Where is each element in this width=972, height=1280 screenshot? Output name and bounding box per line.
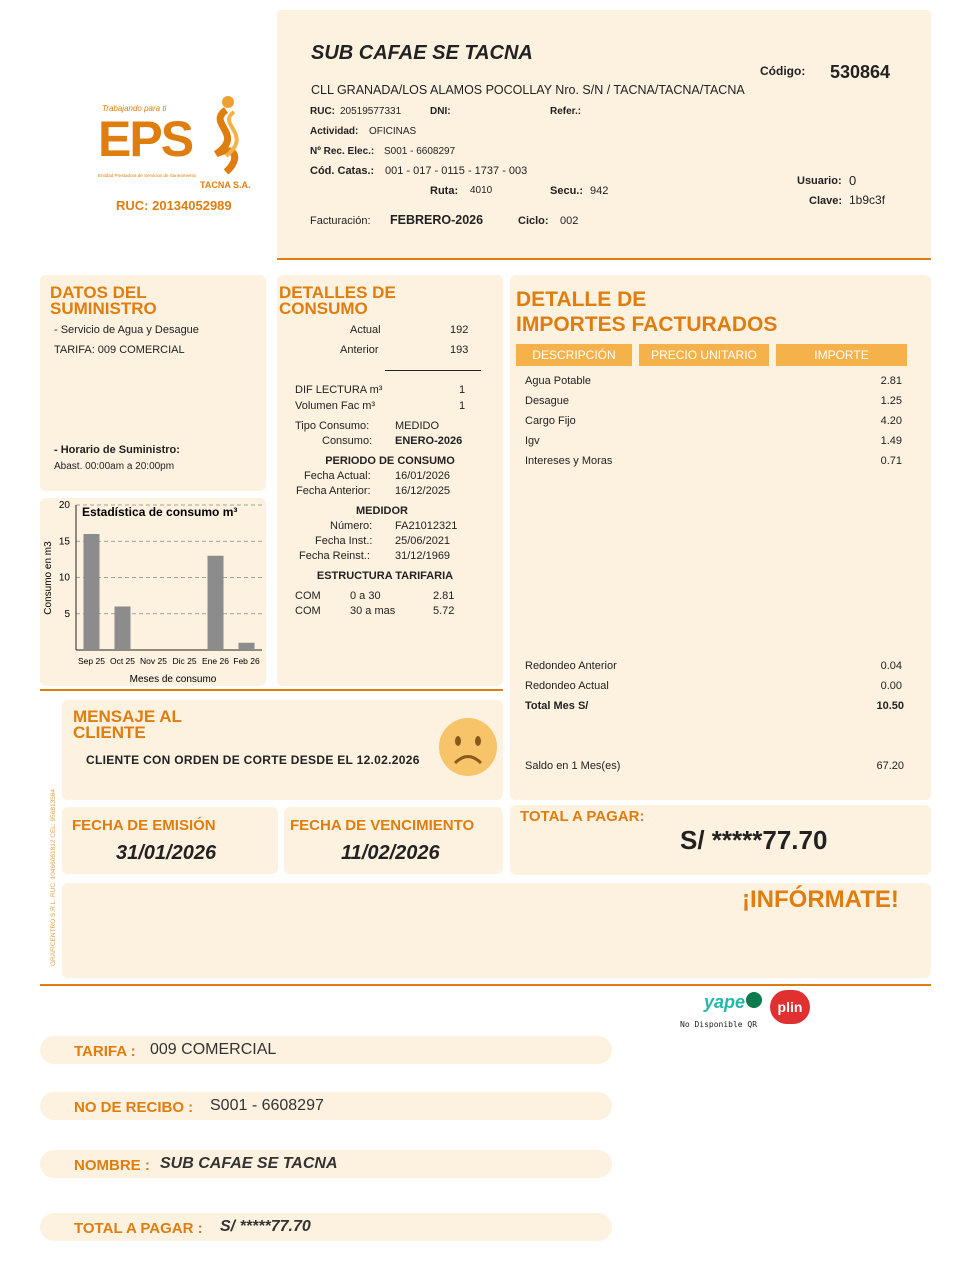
tipo-label: Tipo Consumo: xyxy=(295,420,370,432)
total-mes-value: 10.50 xyxy=(876,700,904,712)
actual-label: Actual xyxy=(350,324,381,336)
item-5-value: 0.71 xyxy=(880,455,902,467)
rec-label: Nº Rec. Elec.: xyxy=(310,146,375,157)
chart-bar xyxy=(239,643,255,650)
tipo-value: MEDIDO xyxy=(395,420,439,432)
informate-text: ¡INFÓRMATE! xyxy=(742,886,899,913)
client-name: SUB CAFAE SE TACNA xyxy=(311,42,533,64)
plin-text: plin xyxy=(777,999,803,1015)
total-value: S/ *****77.70 xyxy=(680,825,828,855)
ciclo-label: Ciclo: xyxy=(518,215,549,227)
chart-x-tick: Dic 25 xyxy=(172,656,197,666)
logo-swoosh-icon xyxy=(196,94,256,174)
item-2-value: 1.25 xyxy=(880,395,902,407)
stub-nombre-value: SUB CAFAE SE TACNA xyxy=(160,1155,338,1172)
logo-subtitle: Entidad Prestadora de Servicios de Saneamiento xyxy=(98,173,197,178)
emision-value: 31/01/2026 xyxy=(116,842,217,864)
mensaje-text: CLIENTE CON ORDEN DE CORTE DESDE EL 12.02.2026 xyxy=(86,753,420,767)
yape-text: yape xyxy=(704,992,746,1012)
red-ant-value: 0.04 xyxy=(880,660,902,672)
stub-tarifa-label: TARIFA : xyxy=(74,1043,136,1060)
suministro-title-1: DATOS DEL xyxy=(50,283,147,302)
ciclo-value: 002 xyxy=(560,215,579,227)
rec-value: S001 - 6608297 xyxy=(384,146,456,157)
fan-value: 16/12/2025 xyxy=(395,485,451,497)
facturacion-label: Facturación: xyxy=(310,215,371,227)
fa-label: Fecha Actual: xyxy=(304,470,371,482)
consumption-chart xyxy=(40,498,266,686)
vol-value: 1 xyxy=(459,400,466,412)
item-4-value: 1.49 xyxy=(880,435,902,447)
stub-nombre xyxy=(40,1150,612,1178)
header-divider xyxy=(277,258,931,260)
stub-recibo-value: S001 - 6608297 xyxy=(210,1097,324,1114)
num-label: Número: xyxy=(330,520,373,532)
importes-title-2: IMPORTES FACTURADOS xyxy=(516,313,778,336)
stub-recibo-label: NO DE RECIBO : xyxy=(74,1099,194,1116)
red-ant-label: Redondeo Anterior xyxy=(525,660,617,672)
cons-value: ENERO-2026 xyxy=(395,435,463,447)
chart-y-tick: 5 xyxy=(64,608,70,620)
dif-label: DIF LECTURA m³ xyxy=(295,384,383,396)
red-act-value: 0.00 xyxy=(880,680,902,692)
clave-value: 1b9c3f xyxy=(849,193,886,207)
codigo-label: Código: xyxy=(760,64,806,78)
bottom-divider xyxy=(40,984,931,986)
fan-label: Fecha Anterior: xyxy=(296,485,371,497)
horario-value: Abast. 00:00am a 20:00pm xyxy=(54,461,175,472)
sad-face-icon xyxy=(437,716,499,778)
horario-label: - Horario de Suministro: xyxy=(54,444,180,456)
address: CLL GRANADA/LOS ALAMOS POCOLLAY Nro. S/N / TACNA/TACNA/TACNA xyxy=(311,83,745,97)
chart-bar xyxy=(115,607,131,651)
stub-total xyxy=(40,1213,612,1241)
chart-y-tick: 20 xyxy=(58,500,70,511)
item-3-value: 4.20 xyxy=(880,415,902,427)
dif-value: 1 xyxy=(459,384,466,396)
item-5-desc: Intereses y Moras xyxy=(525,455,613,467)
fi-label: Fecha Inst.: xyxy=(315,535,373,547)
clave-label: Clave: xyxy=(809,195,843,207)
chart-x-tick: Oct 25 xyxy=(109,656,136,666)
chart-y-tick: 15 xyxy=(58,536,70,548)
chart-x-tick: Sep 25 xyxy=(78,656,105,666)
stub-nombre-label: NOMBRE : xyxy=(74,1157,150,1174)
plin-logo xyxy=(770,990,810,1024)
item-4-desc: Igv xyxy=(525,435,540,447)
estructura-title: ESTRUCTURA TARIFARIA xyxy=(316,570,454,582)
company-ruc: RUC: 20134052989 xyxy=(116,198,232,213)
codigo-value: 530864 xyxy=(830,62,891,82)
periodo-title: PERIODO DE CONSUMO xyxy=(325,455,455,467)
actual-value: 192 xyxy=(450,324,469,336)
saldo-value: 67.20 xyxy=(876,760,904,772)
mensaje-title-1: MENSAJE AL xyxy=(73,707,182,726)
stub-total-label: TOTAL A PAGAR : xyxy=(74,1220,203,1237)
company-logo xyxy=(96,92,256,217)
catas-value: 001 - 017 - 0115 - 1737 - 003 xyxy=(385,165,528,177)
est-row-2-cat: COM xyxy=(295,605,321,617)
num-value: FA21012321 xyxy=(395,520,458,532)
anterior-value: 193 xyxy=(450,344,469,356)
emision-label: FECHA DE EMISIÓN xyxy=(72,817,216,834)
consumo-title-2: CONSUMO xyxy=(279,299,368,318)
total-label: TOTAL A PAGAR: xyxy=(520,808,645,825)
catas-label: Cód. Catas.: xyxy=(310,165,375,177)
refer-label: Refer.: xyxy=(550,106,582,117)
logo-slogan: Trabajando para ti xyxy=(102,104,167,113)
yape-badge-icon xyxy=(746,992,762,1008)
col-descripcion: DESCRIPCIÓN xyxy=(516,344,632,366)
anterior-label: Anterior xyxy=(340,344,379,356)
consumo-divider xyxy=(385,370,481,371)
ruta-label: Ruta: xyxy=(430,185,459,197)
ruta-value: 4010 xyxy=(470,185,493,196)
usuario-label: Usuario: xyxy=(797,175,842,187)
servicio-text: - Servicio de Agua y Desague xyxy=(54,324,199,336)
usuario-value: 0 xyxy=(849,173,857,188)
stub-tarifa-value: 009 COMERCIAL xyxy=(150,1041,277,1058)
total-mes-label: Total Mes S/ xyxy=(525,700,589,712)
suministro-title-2: SUMINISTRO xyxy=(50,299,157,318)
stub-total-value: S/ *****77.70 xyxy=(220,1218,311,1235)
actividad-label: Actividad: xyxy=(310,126,359,137)
secu-label: Secu.: xyxy=(550,185,584,197)
chart-bar xyxy=(208,556,224,650)
fa-value: 16/01/2026 xyxy=(395,470,451,482)
printer-side-text: GRAFICENTRO S.R.L. RUC. 10466061812 CEL: 956813564 xyxy=(50,788,57,966)
red-act-label: Redondeo Actual xyxy=(525,680,609,692)
stub-recibo xyxy=(40,1092,612,1120)
chart-bar xyxy=(84,534,100,650)
ruc-label: RUC: xyxy=(310,106,335,117)
yape-logo xyxy=(704,992,764,1018)
medidor-title: MEDIDOR xyxy=(356,505,408,517)
chart-y-tick: 10 xyxy=(58,572,70,584)
dni-label: DNI: xyxy=(430,106,451,117)
col-importe: IMPORTE xyxy=(776,344,907,366)
chart-x-tick: Ene 26 xyxy=(202,656,229,666)
stub-tarifa xyxy=(40,1036,612,1064)
item-1-desc: Agua Potable xyxy=(525,375,592,387)
vencimiento-value: 11/02/2026 xyxy=(341,842,440,864)
chart-title: Estadística de consumo m³ xyxy=(82,505,238,519)
item-2-desc: Desague xyxy=(525,395,570,407)
item-3-desc: Cargo Fijo xyxy=(525,415,576,427)
qr-note: No Disponible QR xyxy=(680,1020,758,1029)
importes-title-1: DETALLE DE xyxy=(516,288,647,311)
est-row-1-cat: COM xyxy=(295,590,321,602)
chart-y-label: Consumo en m3 xyxy=(43,541,54,615)
est-row-1-range: 0 a 30 xyxy=(350,590,381,602)
col-precio-unitario: PRECIO UNITARIO xyxy=(639,344,769,366)
mid-divider xyxy=(40,689,503,691)
fr-value: 31/12/1969 xyxy=(395,550,451,562)
chart-x-tick: Feb 26 xyxy=(233,656,260,666)
consumo-title-1: DETALLES DE xyxy=(279,283,396,302)
item-1-value: 2.81 xyxy=(880,375,902,387)
est-row-2-range: 30 a mas xyxy=(350,605,396,617)
fi-value: 25/06/2021 xyxy=(395,535,451,547)
ruc-value: 20519577331 xyxy=(340,106,402,117)
logo-text: EPS xyxy=(98,111,193,167)
cons-label: Consumo: xyxy=(322,435,373,447)
vencimiento-label: FECHA DE VENCIMIENTO xyxy=(290,817,475,834)
facturacion-value: FEBRERO-2026 xyxy=(390,213,484,227)
logo-city: TACNA S.A. xyxy=(200,180,251,190)
vol-label: Volumen Fac m³ xyxy=(295,400,376,412)
fr-label: Fecha Reinst.: xyxy=(299,550,370,562)
mensaje-title-2: CLIENTE xyxy=(73,723,146,742)
tarifa-text: TARIFA: 009 COMERCIAL xyxy=(54,344,185,356)
actividad-value: OFICINAS xyxy=(369,126,417,137)
chart-x-label: Meses de consumo xyxy=(129,674,217,685)
saldo-label: Saldo en 1 Mes(es) xyxy=(525,760,621,772)
est-row-1-price: 2.81 xyxy=(433,590,455,602)
chart-x-tick: Nov 25 xyxy=(140,656,167,666)
est-row-2-price: 5.72 xyxy=(433,605,455,617)
secu-value: 942 xyxy=(590,185,609,197)
